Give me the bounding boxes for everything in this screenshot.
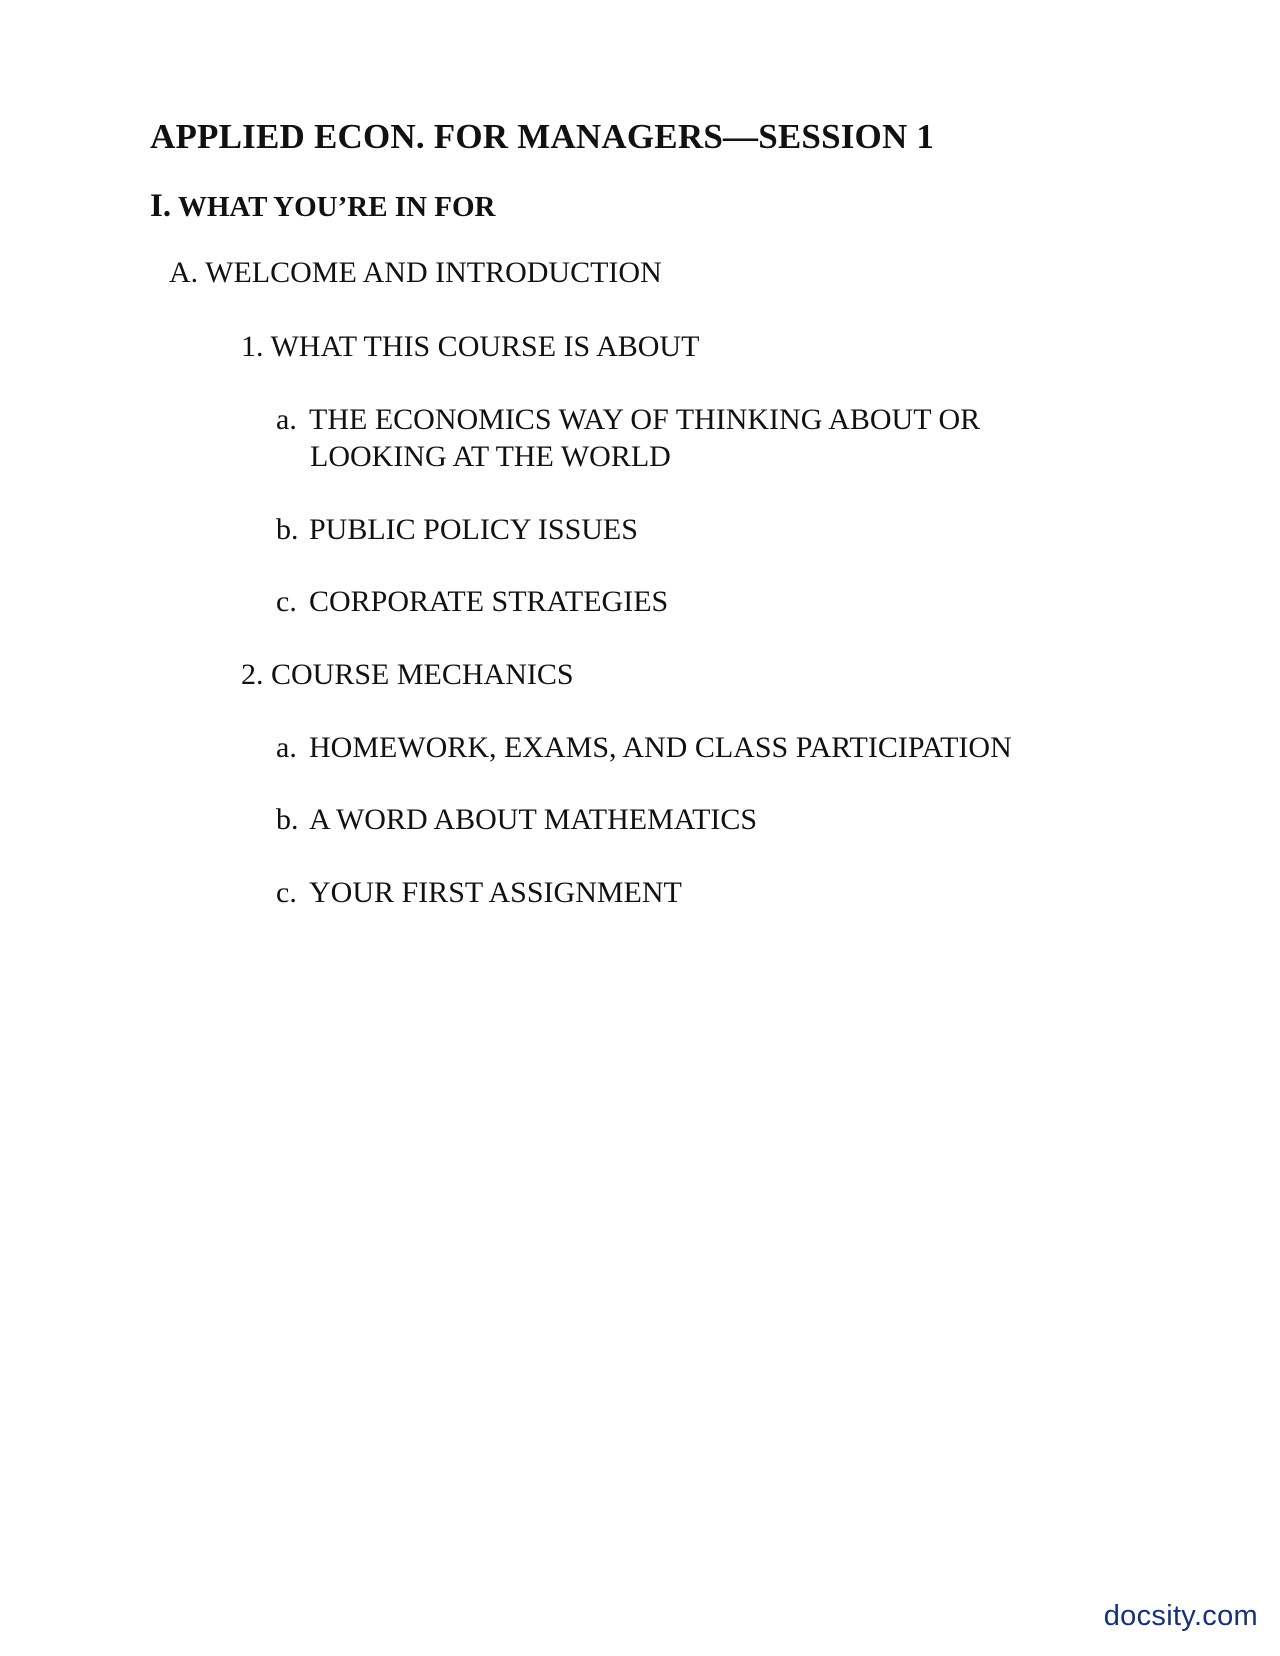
- list-item-marker: b.: [276, 803, 299, 836]
- list-item-text: YOUR FIRST ASSIGNMENT: [309, 876, 682, 909]
- list-item: [276, 803, 757, 837]
- section-label: WHAT YOU’RE IN FOR: [177, 191, 496, 223]
- list-item-marker: a.: [276, 403, 297, 436]
- document-title: APPLIED ECON. FOR MANAGERS—SESSION 1: [150, 117, 935, 156]
- list-item-text: A WORD ABOUT MATHEMATICS: [309, 803, 758, 836]
- list-item-text: HOMEWORK, EXAMS, AND CLASS PARTICIPATION: [309, 731, 1012, 764]
- list-item-text: PUBLIC POLICY ISSUES: [309, 513, 638, 546]
- list-item-marker: c.: [276, 585, 297, 618]
- list-item: [276, 731, 1012, 765]
- list-item: [276, 513, 638, 547]
- section-heading: [150, 188, 496, 225]
- subsection-heading: A. WELCOME AND INTRODUCTION: [169, 256, 662, 289]
- list-item: [276, 876, 682, 910]
- watermark-link[interactable]: docsity.com: [1103, 1600, 1258, 1632]
- list-item-marker: c.: [276, 876, 297, 909]
- list-item-marker: b.: [276, 513, 299, 546]
- list-item-text: CORPORATE STRATEGIES: [309, 585, 669, 618]
- topic-heading: 1. WHAT THIS COURSE IS ABOUT: [241, 330, 700, 363]
- list-item-text-continued: LOOKING AT THE WORLD: [310, 440, 671, 473]
- list-item-text: THE ECONOMICS WAY OF THINKING ABOUT OR: [309, 403, 981, 436]
- topic-heading: 2. COURSE MECHANICS: [241, 658, 574, 691]
- list-item: [276, 585, 668, 619]
- section-number: I.: [150, 188, 172, 224]
- list-item-marker: a.: [276, 731, 297, 764]
- list-item: [276, 403, 980, 437]
